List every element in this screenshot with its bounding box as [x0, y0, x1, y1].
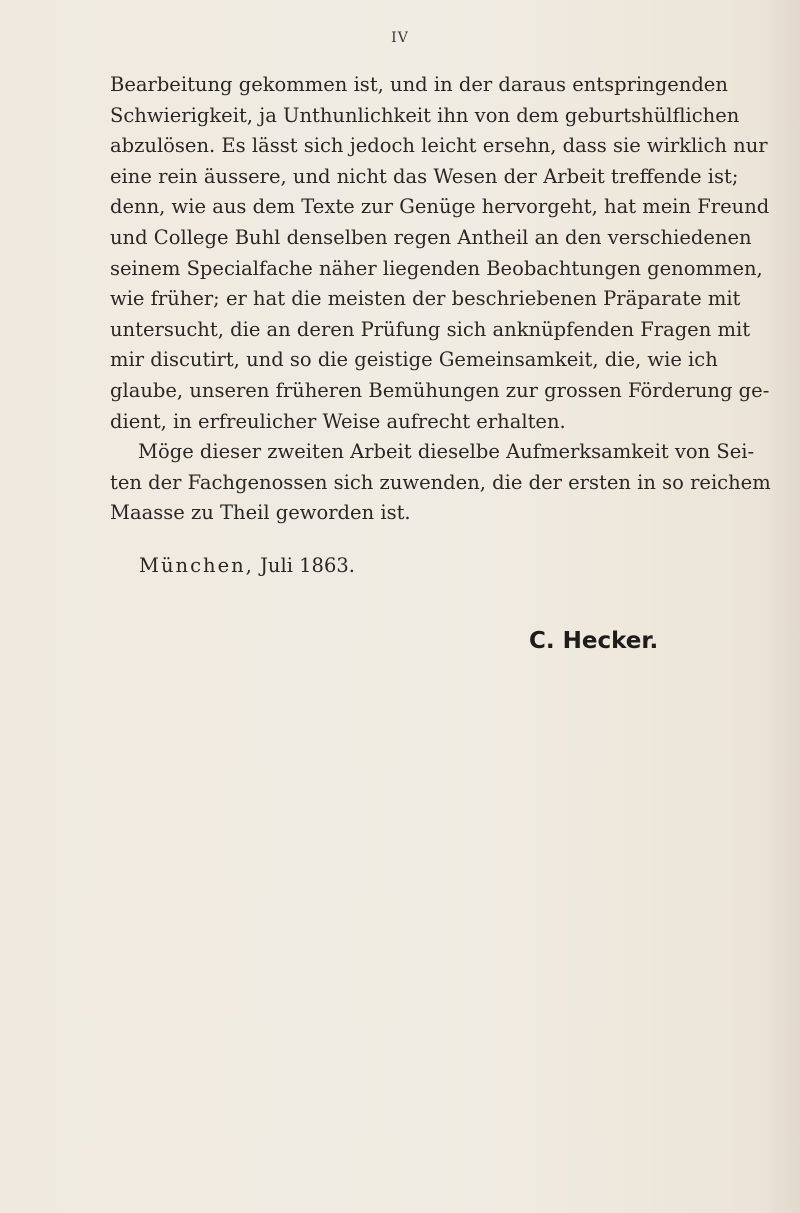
text-line-7: seinem Specialfache näher liegenden Beobachtungen genommen, [110, 256, 763, 280]
text-line-9: untersucht, die an deren Prüfung sich anknüpfenden Fragen mit [110, 317, 751, 341]
text-line-1: Bearbeitung gekommen ist, und in der daraus entspringenden [110, 73, 728, 96]
text-line-15: Maasse zu Theil geworden ist. [110, 501, 411, 525]
text-line-8: wie früher; er hat die meisten der beschriebenen Präparate mit [110, 287, 741, 311]
author-signature: C. Hecker. [529, 628, 659, 654]
text-line-13: Möge dieser zweiten Arbeit dieselbe Aufmerksamkeit von Sei- [138, 440, 755, 464]
body-text [110, 70, 771, 529]
text-line-5: denn, wie aus dem Texte zur Genüge hervorgeht, hat mein Freund [110, 195, 770, 219]
text-line-2: Schwierigkeit, ja Unthunlichkeit ihn von dem geburtshülflichen [110, 103, 740, 127]
text-line-6: und College Buhl denselben regen Antheil an den verschiedenen [110, 225, 752, 249]
place: München, [139, 554, 254, 577]
text-line-3: abzulösen. Es lässt sich jedoch leicht ersehn, dass sie wirklich nur [110, 134, 768, 158]
text-line-12: dient, in erfreulicher Weise aufrecht erhalten. [110, 409, 566, 433]
place-and-date [139, 551, 355, 581]
text-line-11: glaube, unseren früheren Bemühungen zur grossen Förderung ge- [110, 378, 770, 402]
date: Juli 1863. [260, 554, 355, 577]
text-line-14: ten der Fachgenossen sich zuwenden, die der ersten in so reichem [110, 470, 771, 494]
text-line-10: mir discutirt, und so die geistige Gemeinsamkeit, die, wie ich [110, 348, 718, 372]
page-number: IV [391, 30, 409, 46]
text-line-4: eine rein äussere, und nicht das Wesen der Arbeit treffende ist; [110, 164, 739, 188]
